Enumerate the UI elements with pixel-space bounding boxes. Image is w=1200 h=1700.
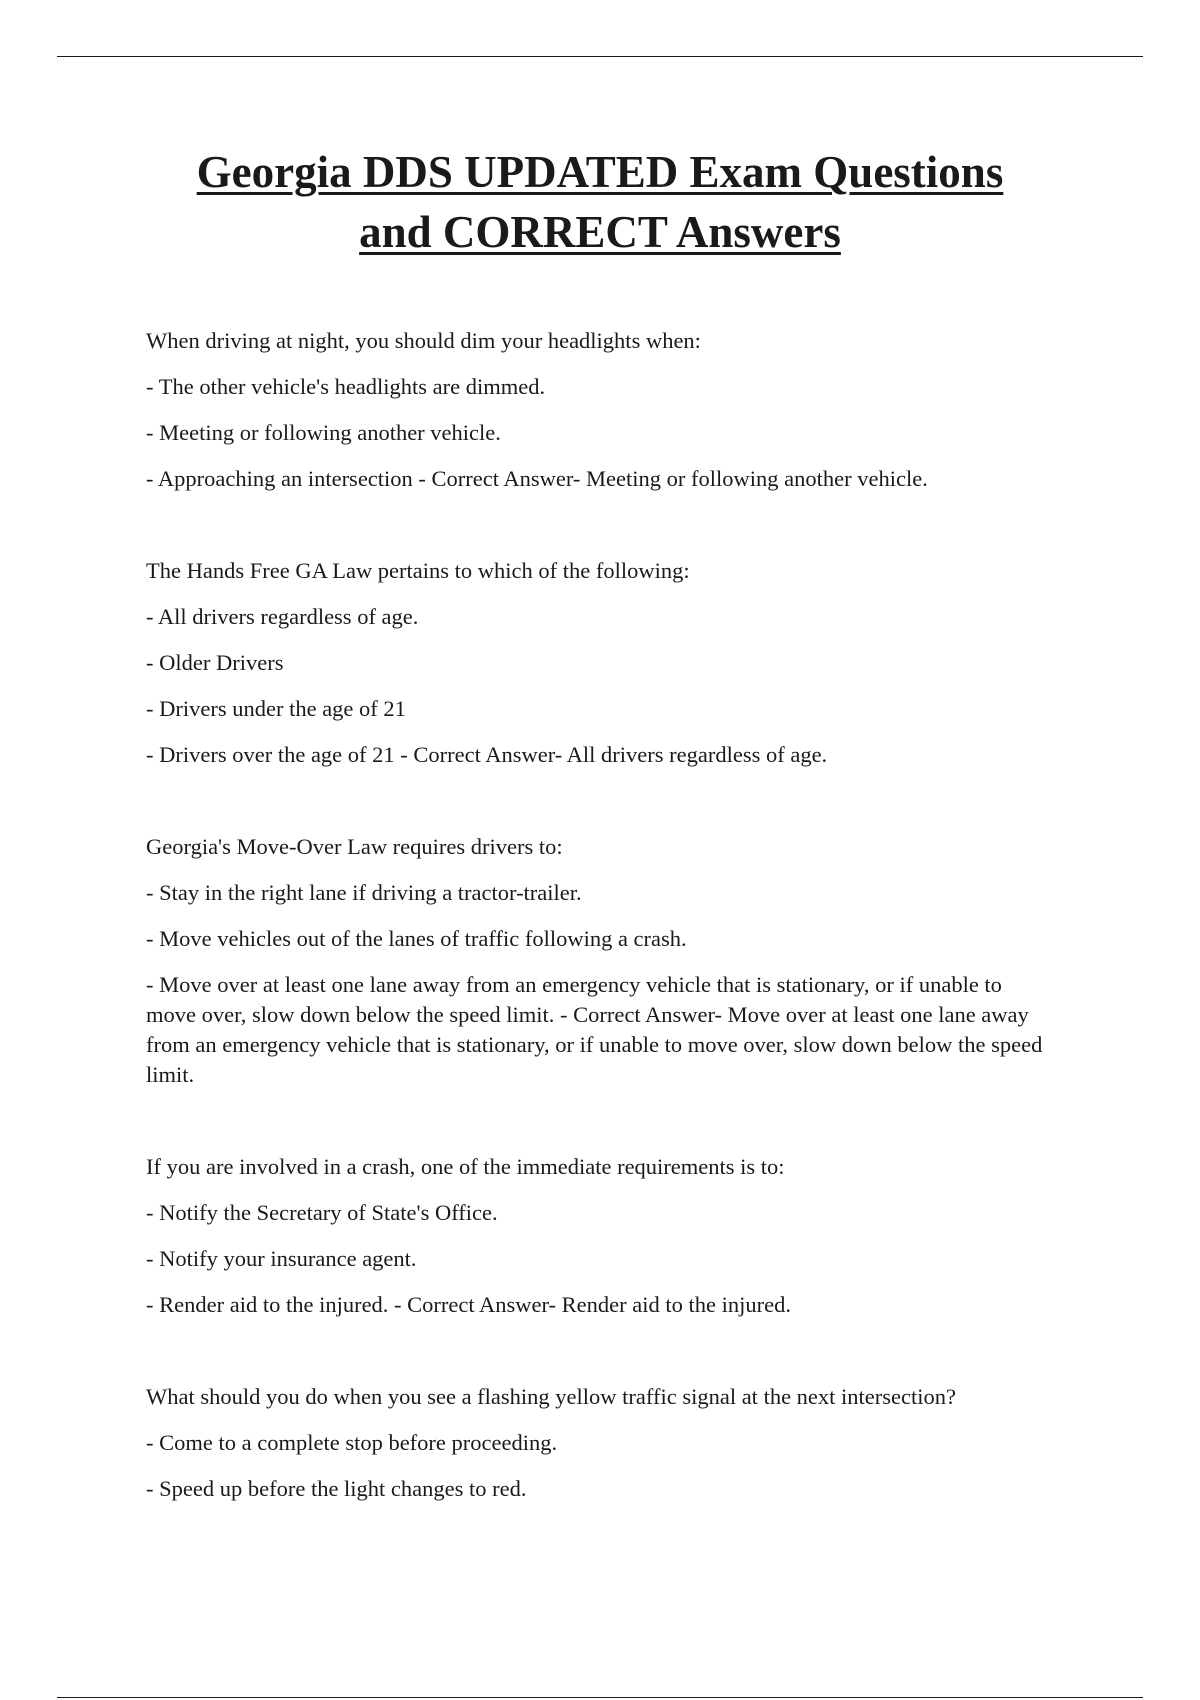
answer-option: - Render aid to the injured. - Correct Answer- Render aid to the injured. [146, 1292, 791, 1317]
answer-option: - Speed up before the light changes to red. [146, 1476, 527, 1501]
answer-option: - Approaching an intersection - Correct Answer- Meeting or following another vehicle. [146, 466, 928, 491]
answer-option: - Move over at least one lane away from an emergency vehicle that is stationary, or if unable to move over, slow down below the speed limit. - Correct Answer- Move over at least one lane away from an emergency vehicle that is stationary, or if unable to move over, slow down below the speed limit. [146, 972, 1043, 1087]
question-block-1 [146, 326, 1056, 494]
answer-option: - Drivers over the age of 21 - Correct Answer- All drivers regardless of age. [146, 742, 828, 767]
question-prompt: What should you do when you see a flashing yellow traffic signal at the next intersection? [146, 1384, 956, 1409]
answer-option: - Come to a complete stop before proceeding. [146, 1430, 558, 1455]
answer-option: - Notify the Secretary of State's Office. [146, 1200, 498, 1225]
question-prompt: When driving at night, you should dim your headlights when: [146, 328, 701, 353]
answer-option: - Older Drivers [146, 650, 284, 675]
question-prompt: The Hands Free GA Law pertains to which of the following: [146, 558, 690, 583]
title-line-2: and CORRECT Answers [359, 207, 841, 257]
answer-option: - Move vehicles out of the lanes of traffic following a crash. [146, 926, 687, 951]
bottom-rule [57, 1697, 1143, 1698]
answer-option: - Meeting or following another vehicle. [146, 420, 501, 445]
question-block-3 [146, 832, 1056, 1090]
question-prompt: If you are involved in a crash, one of the immediate requirements is to: [146, 1154, 785, 1179]
answer-option: - The other vehicle's headlights are dimmed. [146, 374, 546, 399]
question-block-5 [146, 1382, 1056, 1504]
top-rule [57, 56, 1143, 57]
questions-list [146, 326, 1056, 1566]
question-block-2 [146, 556, 1056, 770]
answer-option: - Notify your insurance agent. [146, 1246, 417, 1271]
document-title [100, 142, 1100, 262]
question-prompt: Georgia's Move-Over Law requires drivers to: [146, 834, 563, 859]
title-line-1: Georgia DDS UPDATED Exam Questions [196, 147, 1004, 197]
answer-option: - All drivers regardless of age. [146, 604, 419, 629]
question-block-4 [146, 1152, 1056, 1320]
answer-option: - Stay in the right lane if driving a tractor-trailer. [146, 880, 582, 905]
answer-option: - Drivers under the age of 21 [146, 696, 406, 721]
